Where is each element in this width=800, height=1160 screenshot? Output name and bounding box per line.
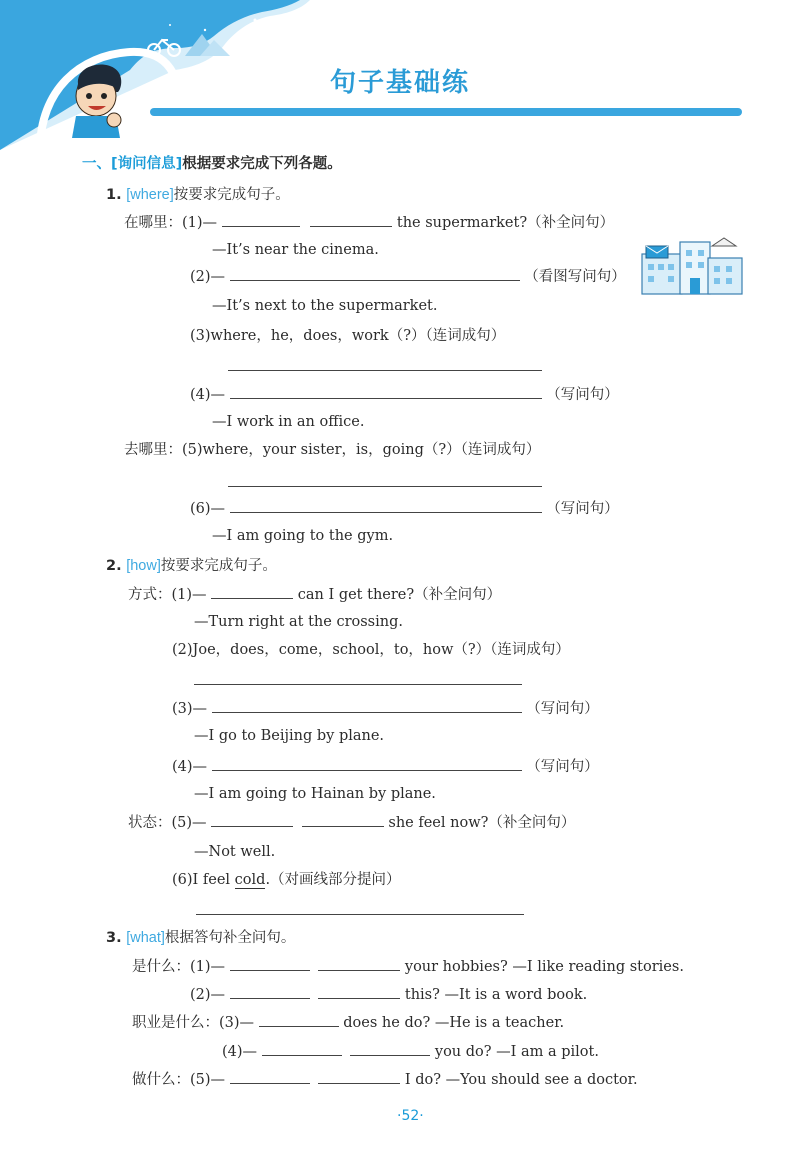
answer-blank[interactable]: [230, 266, 520, 281]
answer-blank[interactable]: [318, 956, 400, 971]
item-text: this? —It is a word book.: [404, 987, 588, 1003]
item-instruction: （写问句）: [526, 701, 599, 717]
q1-item-1: [124, 212, 614, 233]
item-text: she feel now?（补全问句）: [388, 815, 576, 831]
q3-item-1: [132, 956, 684, 977]
item-text: the supermarket?（补全问句）: [396, 215, 615, 231]
q1-item-5: [124, 440, 540, 460]
q1-heading: [106, 185, 290, 205]
section-instruction: 根据要求完成下列各题。: [182, 156, 342, 172]
q2-item-1: [128, 584, 501, 605]
q2-item-3: [172, 698, 599, 719]
bicycle-icon: [140, 28, 240, 60]
section-tag: [询问信息]: [111, 156, 183, 172]
answer-blank[interactable]: [310, 212, 392, 227]
item-text: you do? —I am a pilot.: [434, 1044, 599, 1060]
q3-item-4: [222, 1041, 599, 1062]
item-text: does he do? —He is a teacher.: [343, 1015, 565, 1031]
q3-item-3: [132, 1012, 564, 1033]
item-text: can I get there?（补全问句）: [297, 587, 502, 603]
item-instruction: （看图写问句）: [524, 269, 626, 285]
answer-blank[interactable]: [318, 984, 400, 999]
item-prefix: (1)—: [190, 959, 226, 975]
category-job: 职业是什么：: [132, 1015, 219, 1031]
item-instruction: （写问句）: [546, 387, 619, 403]
q2-number: 2.: [106, 558, 122, 574]
category-do: 做什么：: [132, 1072, 190, 1088]
answer-blank[interactable]: [212, 756, 522, 771]
q1-number: 1.: [106, 187, 122, 203]
section-heading: [82, 154, 342, 174]
q2-tag: [how]: [126, 558, 161, 574]
item-text: I do? —You should see a doctor.: [404, 1072, 638, 1088]
category-where: 在哪里：: [124, 215, 182, 231]
q1-item-6: [190, 498, 619, 519]
item-prefix: (1)—: [182, 215, 218, 231]
answer-blank[interactable]: [350, 1041, 430, 1056]
answer-line[interactable]: [196, 914, 524, 915]
page-title: 句子基础练: [330, 68, 471, 98]
q1-item-3: (3)where，he，does，work（?）（连词成句）: [190, 328, 506, 344]
q3-heading: [106, 928, 295, 948]
category-state: 状态：: [128, 815, 172, 831]
answer-blank[interactable]: [230, 384, 542, 399]
item-instruction: （写问句）: [526, 759, 599, 775]
answer-blank[interactable]: [211, 584, 293, 599]
q1-item-4: [190, 384, 619, 405]
q1-answer-6: —I am going to the gym.: [212, 528, 394, 544]
answer-line[interactable]: [228, 370, 542, 371]
item-text: your hobbies? —I like reading stories.: [404, 959, 684, 975]
item-prefix: (5)—: [171, 815, 207, 831]
q3-item-2: [190, 984, 587, 1005]
answer-blank[interactable]: [318, 1069, 400, 1084]
q2-answer-5: —Not well.: [194, 844, 276, 860]
answer-blank[interactable]: [302, 812, 384, 827]
item-prefix: (4)—: [190, 387, 226, 403]
q3-tag: [what]: [126, 930, 165, 946]
q2-item-5: [128, 812, 575, 833]
underlined-word: cold: [234, 872, 266, 888]
answer-blank[interactable]: [259, 1012, 339, 1027]
item-prefix: (5)—: [190, 1072, 226, 1088]
answer-line[interactable]: [194, 684, 522, 685]
buildings-illustration: [640, 232, 746, 298]
item-prefix: (2)—: [190, 269, 226, 285]
q1-item-2: [190, 266, 626, 287]
answer-blank[interactable]: [230, 956, 310, 971]
item-prefix: (3)—: [219, 1015, 255, 1031]
item-prefix: (3)—: [172, 701, 208, 717]
q1-answer-1: —It’s near the cinema.: [212, 242, 379, 258]
q2-answer-3: —I go to Beijing by plane.: [194, 728, 385, 744]
category-go: 去哪里：: [124, 442, 182, 458]
q1-answer-4: —I work in an office.: [212, 414, 365, 430]
answer-blank[interactable]: [211, 812, 293, 827]
category-what: 是什么：: [132, 959, 190, 975]
answer-blank[interactable]: [222, 212, 300, 227]
q3-item-5: [132, 1069, 638, 1090]
item-prefix: (1)—: [171, 587, 207, 603]
answer-blank[interactable]: [230, 984, 310, 999]
page-number: ·52·: [397, 1108, 424, 1124]
q2-item-6: [172, 870, 401, 890]
item-instruction: （写问句）: [546, 501, 619, 517]
q1-answer-2: —It’s next to the supermarket.: [212, 298, 438, 314]
item-text: (5)where，your sister，is，going（?）（连词成句）: [182, 442, 541, 458]
item-prefix: (4)—: [172, 759, 208, 775]
category-way: 方式：: [128, 587, 172, 603]
item-prefix: (2)—: [190, 987, 226, 1003]
q2-answer-1: —Turn right at the crossing.: [194, 614, 403, 630]
answer-blank[interactable]: [230, 498, 542, 513]
item-prefix: (4)—: [222, 1044, 258, 1060]
answer-line[interactable]: [228, 486, 542, 487]
q3-instruction: 根据答句补全问句。: [164, 930, 296, 946]
q1-tag: [where]: [126, 187, 174, 203]
q2-instruction: 按要求完成句子。: [160, 558, 277, 574]
page-header: [0, 0, 800, 150]
answer-blank[interactable]: [230, 1069, 310, 1084]
q3-number: 3.: [106, 930, 122, 946]
q2-heading: [106, 556, 277, 576]
q2-item-4: [172, 756, 599, 777]
answer-blank[interactable]: [262, 1041, 342, 1056]
section-label: 一、: [82, 156, 111, 172]
item-instruction: .（对画线部分提问）: [265, 872, 401, 888]
boy-mascot-icon: [62, 58, 134, 138]
q1-instruction: 按要求完成句子。: [173, 187, 290, 203]
item-prefix: (6)—: [190, 501, 226, 517]
answer-blank[interactable]: [212, 698, 522, 713]
item-prefix: (6)I feel: [172, 872, 235, 888]
q2-item-2: (2)Joe，does，come，school，to，how（?）（连词成句）: [172, 642, 570, 658]
q2-answer-4: —I am going to Hainan by plane.: [194, 786, 436, 802]
